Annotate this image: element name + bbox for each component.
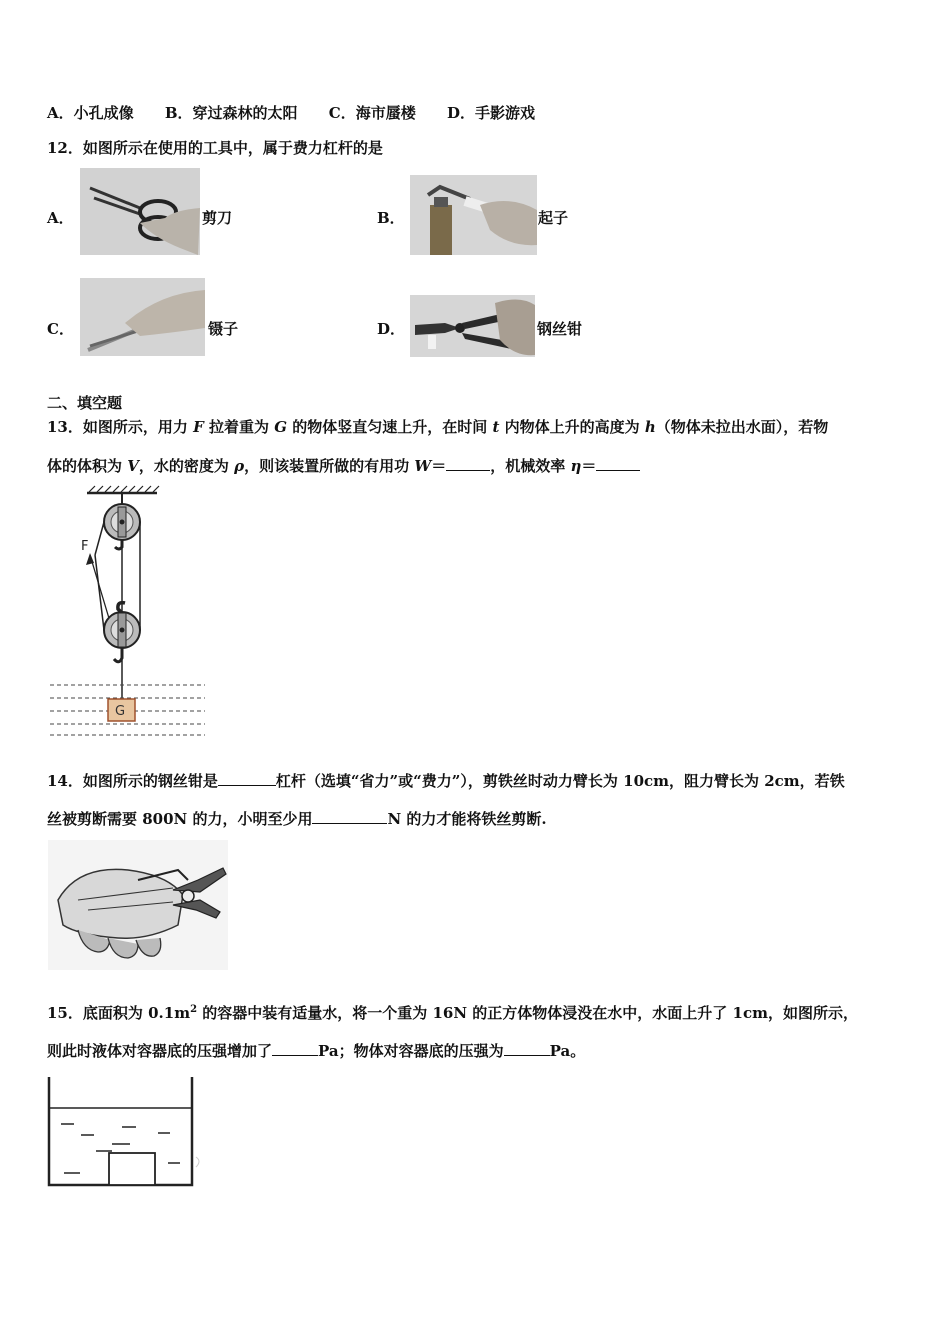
q12-option-c-caption: 镊子 <box>208 320 239 338</box>
q14-line2 <box>47 808 547 829</box>
q15-blank-object-pressure[interactable] <box>504 1041 550 1056</box>
q14-blank-force[interactable] <box>312 809 387 824</box>
q13-var-t: t <box>492 418 500 436</box>
q13-text: 拉着重为 <box>203 418 275 436</box>
block-label: G <box>115 704 126 719</box>
q11-options <box>47 102 561 123</box>
pulley-diagram <box>45 485 210 740</box>
pliers-photo <box>410 295 535 357</box>
q12-option-b-letter[interactable]: B． <box>377 209 405 227</box>
q14-text: 丝被剪断需要 800N 的力，小明至少用 <box>47 810 313 828</box>
q15-superscript: 2 <box>190 1004 198 1015</box>
q12-option-b-caption: 起子 <box>538 209 569 227</box>
q13-text: ，机械效率 <box>490 457 571 475</box>
q13-var-eta: η <box>570 457 582 475</box>
force-label: F <box>81 539 89 554</box>
q11-option-b[interactable]: B．穿过森林的太阳 <box>164 104 298 122</box>
q11-option-c[interactable]: C．海市蜃楼 <box>328 104 416 122</box>
q12-option-d-caption: 钢丝钳 <box>537 320 583 338</box>
q14-text: N 的力才能将铁丝剪断. <box>387 810 547 828</box>
q13-var-h: h <box>644 418 656 436</box>
scissors-photo <box>80 168 200 255</box>
q13-var-f: F <box>193 418 204 436</box>
q13-text: 内物体上升的高度为 <box>499 418 645 436</box>
q13-text: 13．如图所示，用力 <box>47 418 194 436</box>
q13-line1 <box>47 416 828 437</box>
q15-text: Pa；物体对容器底的压强为 <box>318 1042 504 1060</box>
q13-text: 体的体积为 <box>47 457 128 475</box>
q14-line1 <box>47 770 845 791</box>
q14-text: 14．如图所示的钢丝钳是 <box>47 772 218 790</box>
q13-text: 的物体竖直匀速上升，在时间 <box>287 418 493 436</box>
q13-var-rho: ρ <box>234 457 245 475</box>
bottle-opener-photo <box>410 175 537 255</box>
q12-stem: 12．如图所示在使用的工具中，属于费力杠杆的是 <box>47 139 383 157</box>
q13-text: （物体未拉出水面），若物 <box>655 418 829 436</box>
q15-text: 的容器中装有适量水，将一个重为 16N 的正方体物体浸没在水中，水面上升了 1cm，如图所示， <box>197 1004 858 1022</box>
q13-var-v: V <box>127 457 139 475</box>
q12-option-d-letter[interactable]: D． <box>377 320 406 338</box>
q13-line2 <box>47 455 640 476</box>
q13-var-w: W <box>414 457 432 475</box>
q15-line1 <box>47 1002 858 1023</box>
q13-text: ，则该装置所做的有用功 <box>244 457 415 475</box>
container-diagram <box>46 1075 206 1190</box>
q13-var-g: G <box>274 418 288 436</box>
q12-option-c-letter[interactable]: C． <box>47 320 74 338</box>
q13-blank-useful-work[interactable] <box>446 456 490 471</box>
q15-line2 <box>47 1040 585 1061</box>
q15-text: 15．底面积为 0.1m <box>47 1004 191 1022</box>
section-title: 二、填空题 <box>47 394 123 412</box>
q12-option-a-caption: 剪刀 <box>202 209 233 227</box>
q15-text: 则此时液体对容器底的压强增加了 <box>47 1042 273 1060</box>
pliers-hand-illustration <box>48 840 228 970</box>
tweezers-photo <box>80 278 205 356</box>
q13-text: ，水的密度为 <box>138 457 235 475</box>
q15-blank-pressure-increase[interactable] <box>272 1041 318 1056</box>
q12-option-a-letter[interactable]: A． <box>47 209 74 227</box>
q11-option-a[interactable]: A．小孔成像 <box>47 104 134 122</box>
q11-option-d[interactable]: D．手影游戏 <box>446 104 535 122</box>
q13-text: ＝ <box>581 457 597 475</box>
q15-text: Pa。 <box>549 1042 586 1060</box>
q13-blank-efficiency[interactable] <box>596 456 640 471</box>
q13-text: ＝ <box>431 457 447 475</box>
q14-text: 杠杆（选填“省力”或“费力”），剪铁丝时动力臂长为 10cm，阻力臂长为 2cm，若铁 <box>275 772 845 790</box>
q14-blank-lever-type[interactable] <box>218 771 276 786</box>
